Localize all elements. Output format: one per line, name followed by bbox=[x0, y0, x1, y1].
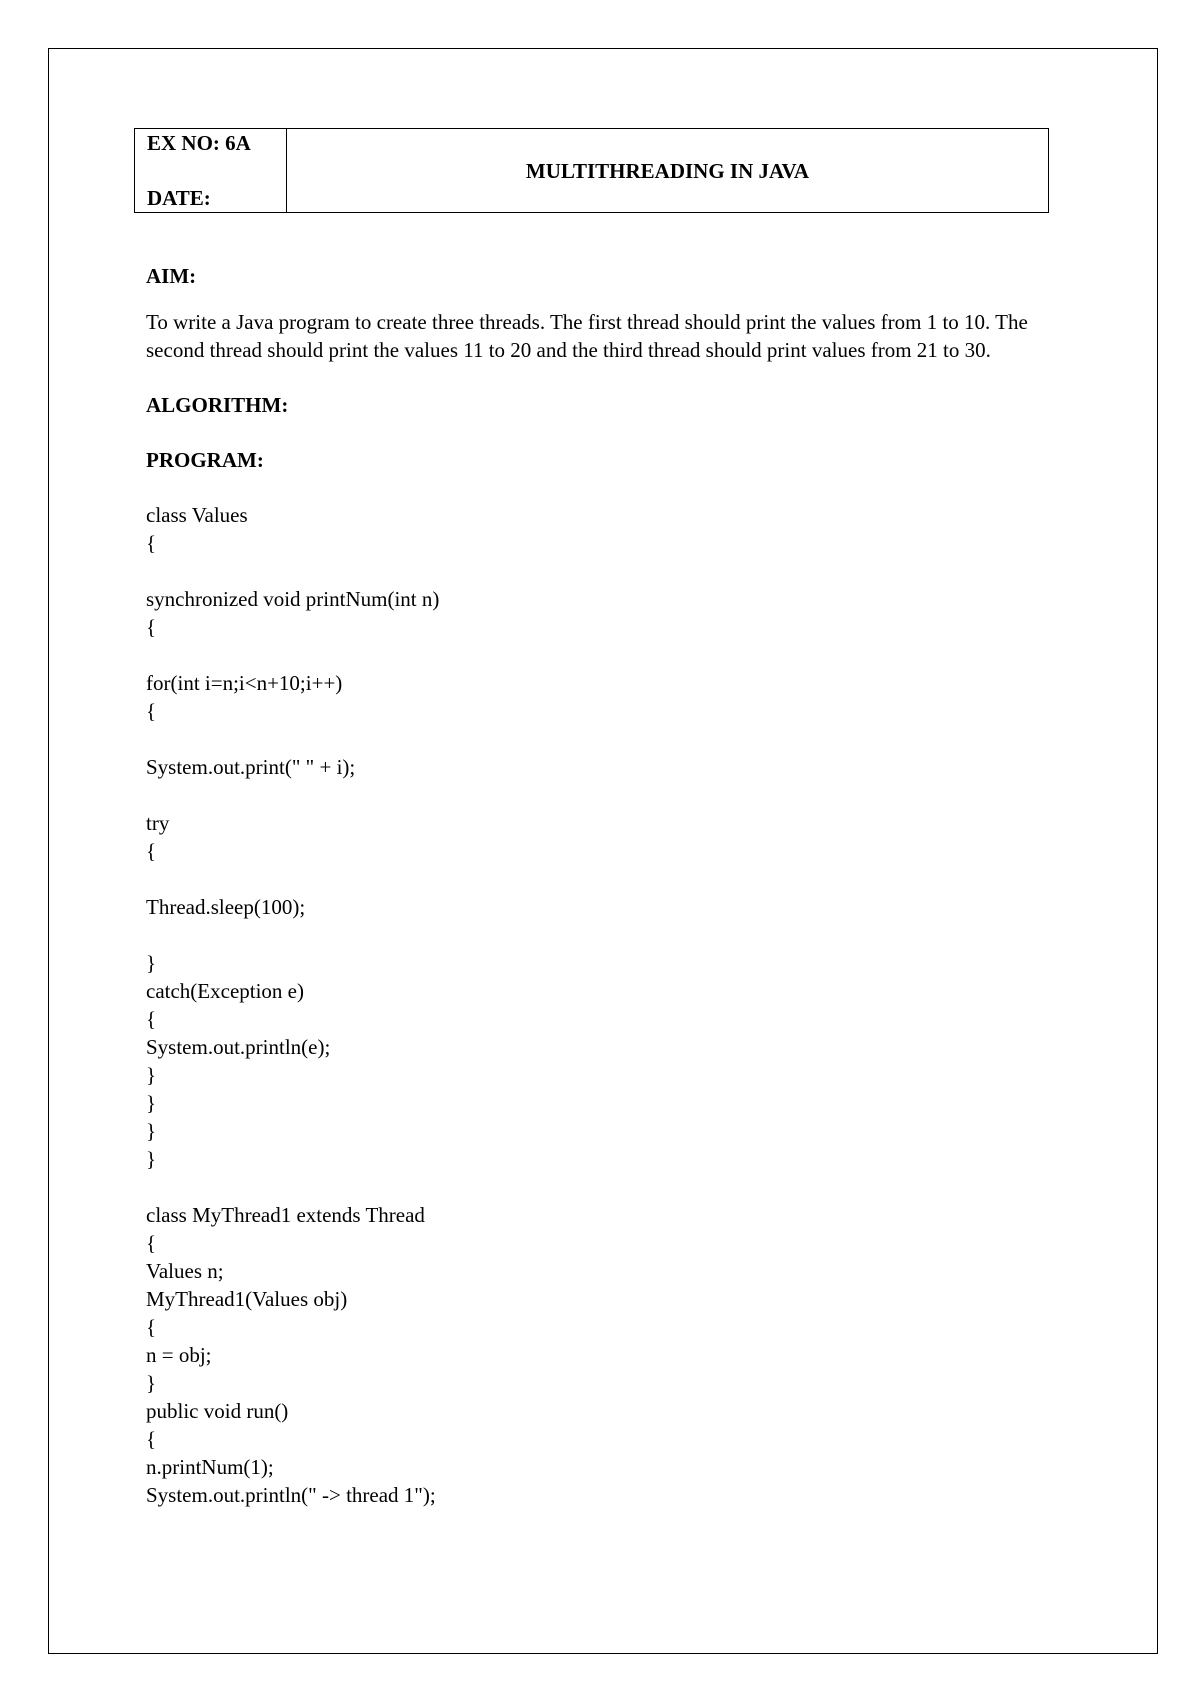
code-line: { bbox=[146, 1427, 157, 1451]
code-line bbox=[146, 1173, 1051, 1201]
code-line bbox=[146, 865, 1051, 893]
code-line: { bbox=[146, 839, 157, 863]
code-line bbox=[146, 557, 1051, 585]
code-line: } bbox=[146, 1091, 157, 1115]
code-line bbox=[146, 641, 1051, 669]
code-line: MyThread1(Values obj) bbox=[146, 1287, 348, 1311]
exercise-number: EX NO: 6A bbox=[147, 131, 251, 155]
code-line: n.printNum(1); bbox=[146, 1455, 274, 1479]
program-heading: PROGRAM: bbox=[146, 448, 264, 472]
code-line: } bbox=[146, 1147, 157, 1171]
code-line: catch(Exception e) bbox=[146, 979, 304, 1003]
code-line: { bbox=[146, 615, 157, 639]
code-line bbox=[146, 781, 1051, 809]
code-line: { bbox=[146, 699, 157, 723]
code-line: public void run() bbox=[146, 1399, 289, 1423]
code-line: System.out.println(e); bbox=[146, 1035, 331, 1059]
code-line: { bbox=[146, 531, 157, 555]
code-line: class Values bbox=[146, 503, 248, 527]
code-line: try bbox=[146, 811, 170, 835]
code-line: { bbox=[146, 1315, 157, 1339]
program-code bbox=[146, 501, 1051, 1509]
code-line: System.out.println(" -> thread 1"); bbox=[146, 1483, 436, 1507]
code-line: class MyThread1 extends Thread bbox=[146, 1203, 425, 1227]
header-left-cell bbox=[135, 129, 287, 212]
document-title: MULTITHREADING IN JAVA bbox=[525, 159, 810, 183]
code-line: } bbox=[146, 951, 157, 975]
code-line: } bbox=[146, 1063, 157, 1087]
code-line: n = obj; bbox=[146, 1343, 212, 1367]
code-line: } bbox=[146, 1371, 157, 1395]
code-line bbox=[146, 921, 1051, 949]
document-body bbox=[146, 262, 1051, 1509]
header-table bbox=[134, 128, 1049, 213]
algorithm-heading: ALGORITHM: bbox=[146, 393, 289, 417]
aim-text: To write a Java program to create three threads. The first thread should print the values from 1 to 10. The second thread should print the values 11 to 20 and the third thread should print values from 21 to 30. bbox=[146, 310, 1028, 362]
code-line: } bbox=[146, 1119, 157, 1143]
code-line bbox=[146, 725, 1051, 753]
code-line: System.out.print(" " + i); bbox=[146, 755, 356, 779]
aim-heading: AIM: bbox=[146, 264, 197, 288]
date-label: DATE: bbox=[147, 186, 211, 210]
code-line: synchronized void printNum(int n) bbox=[146, 587, 440, 611]
code-line: { bbox=[146, 1007, 157, 1031]
code-line: Values n; bbox=[146, 1259, 224, 1283]
code-line: { bbox=[146, 1231, 157, 1255]
code-line: for(int i=n;i<n+10;i++) bbox=[146, 671, 343, 695]
code-line: Thread.sleep(100); bbox=[146, 895, 306, 919]
